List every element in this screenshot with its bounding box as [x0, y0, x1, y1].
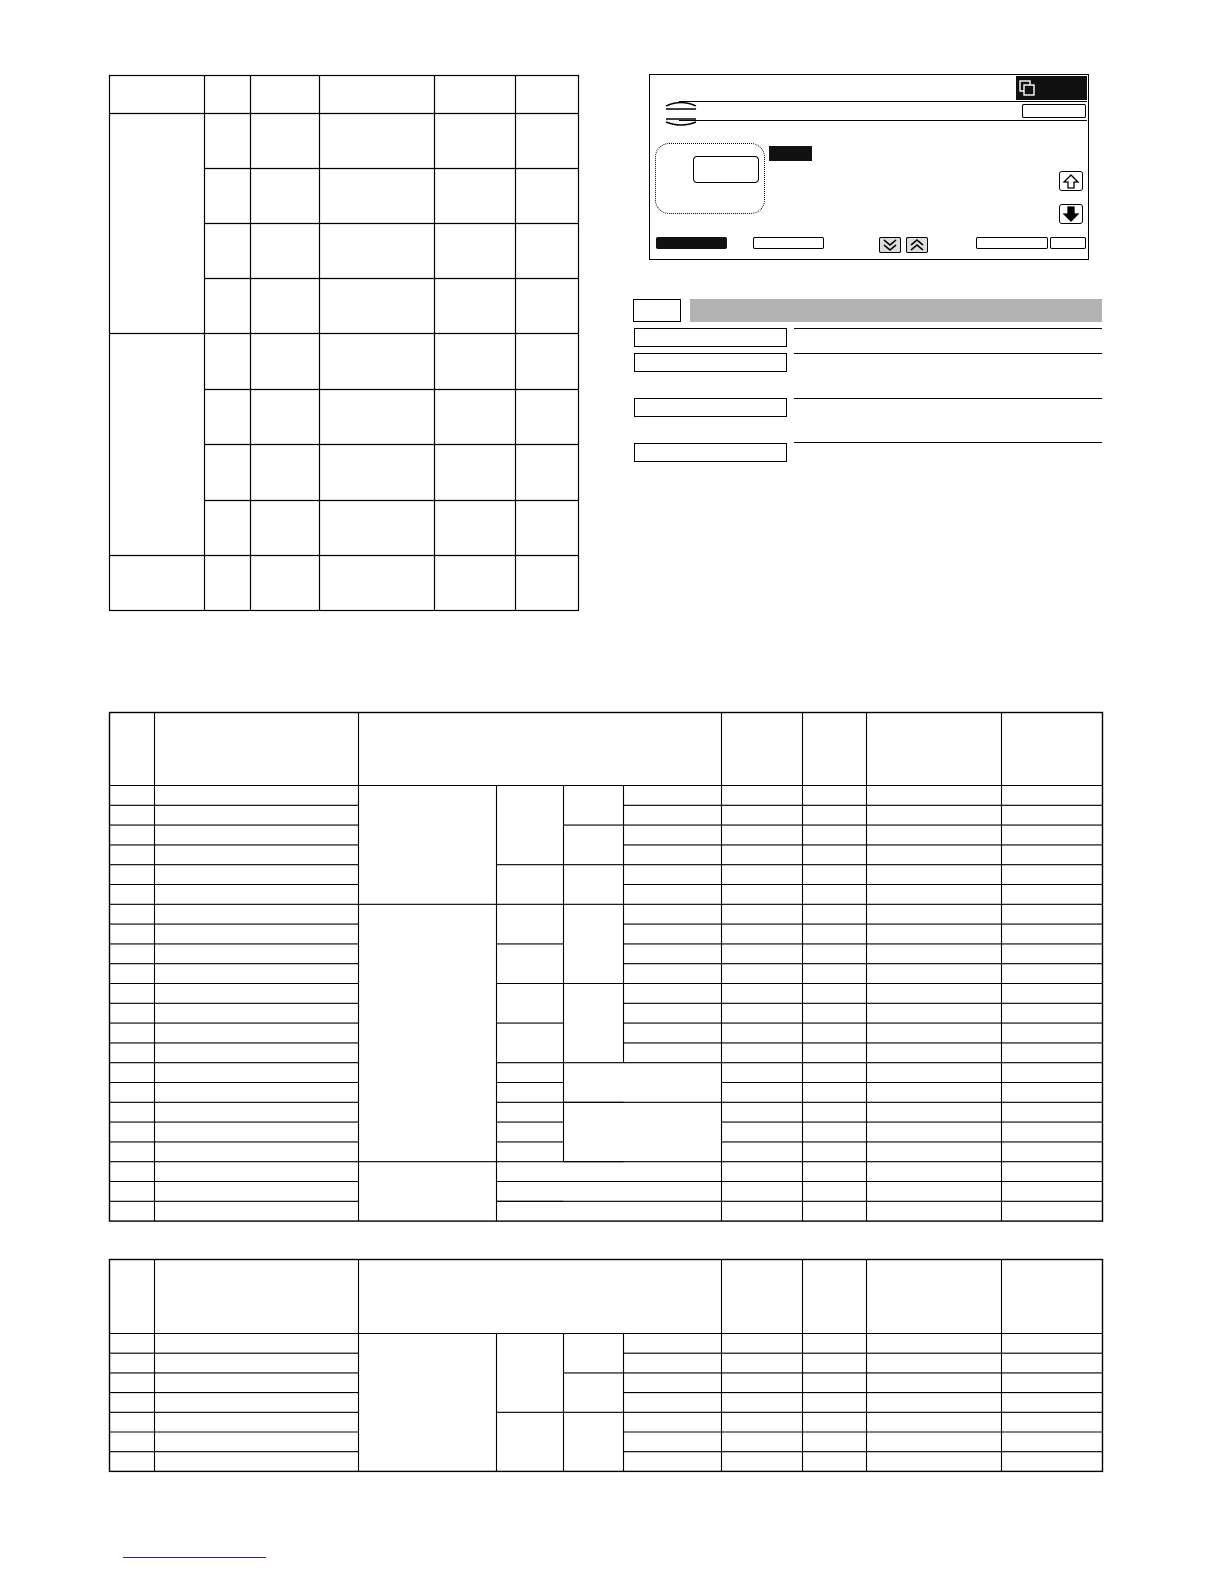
footer-link-underline[interactable]: [123, 1557, 266, 1558]
table-border: [110, 1260, 1103, 1472]
